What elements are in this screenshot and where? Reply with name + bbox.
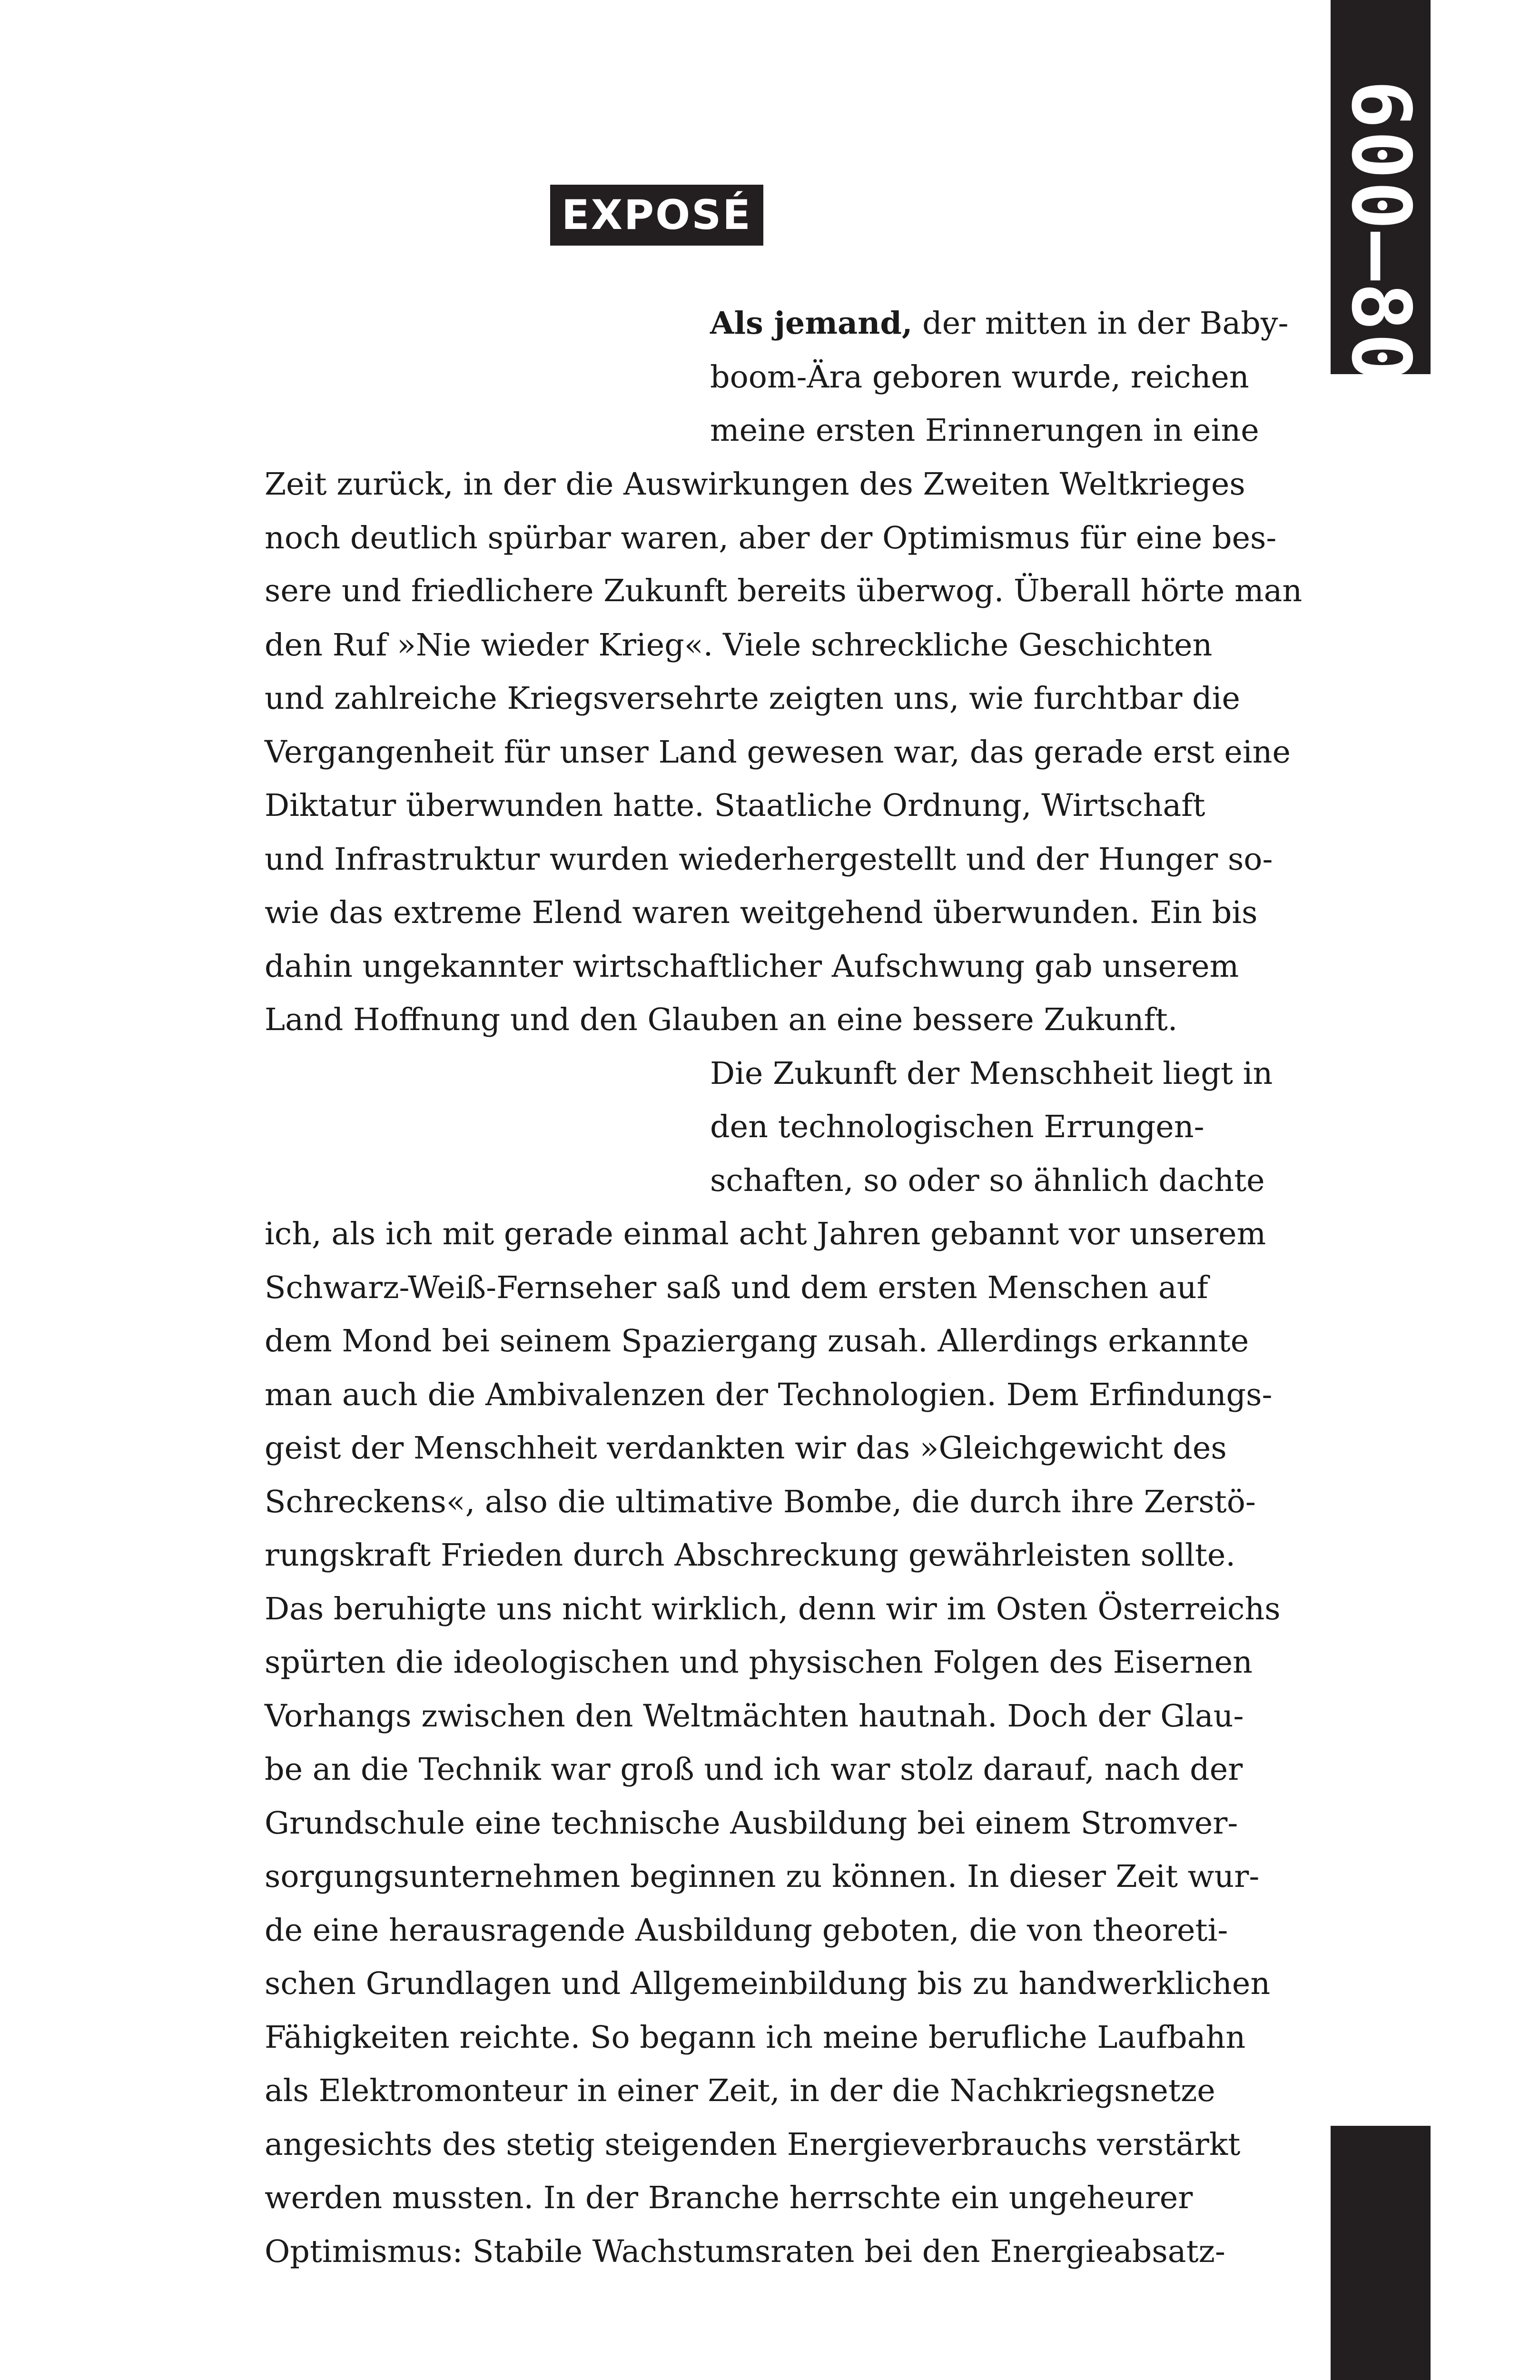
lead-in: Als jemand, (710, 305, 913, 341)
text-line: werden mussten. In der Branche herrschte ein ungeheurer (265, 2180, 1193, 2216)
text-line: Grundschule eine technische Ausbildung bei einem Stromver- (265, 1805, 1238, 1841)
text-line: noch deutlich spürbar waren, aber der Optimismus für eine bes- (265, 520, 1277, 556)
text-line: boom-Ära geboren wurde, reichen (710, 359, 1249, 395)
text-line: den Ruf »Nie wieder Krieg«. Viele schreckliche Geschichten (265, 627, 1213, 663)
text-line: de eine herausragende Ausbildung geboten, die von theoreti- (265, 1913, 1228, 1948)
text-line: Diktatur überwunden hatte. Staatliche Ordnung, Wirtschaft (265, 788, 1205, 823)
text-line: schen Grundlagen und Allgemeinbildung bis zu handwerklichen (265, 1966, 1271, 2002)
text-line: Vorhangs zwischen den Weltmächten hautnah. Doch der Glau- (265, 1698, 1244, 1734)
text-line: meine ersten Erinnerungen in eine (710, 413, 1259, 448)
text-line: man auch die Ambivalenzen der Technologien. Dem Erfindungs- (265, 1377, 1273, 1413)
text-line: sere und friedlichere Zukunft bereits überwog. Überall hörte man (265, 573, 1303, 609)
text-line: Das beruhigte uns nicht wirklich, denn wir im Osten Österreichs (265, 1591, 1281, 1627)
text-line: Die Zukunft der Menschheit liegt in (710, 1056, 1273, 1091)
text-line: als Elektromonteur in einer Zeit, in der die Nachkriegsnetze (265, 2073, 1215, 2109)
text-line: wie das extreme Elend waren weitgehend überwunden. Ein bis (265, 895, 1258, 931)
text-line: spürten die ideologischen und physischen Folgen des Eisernen (265, 1645, 1253, 1680)
text-line: ich, als ich mit gerade einmal acht Jahren gebannt vor unserem (265, 1216, 1266, 1252)
text-line: dahin ungekannter wirtschaftlicher Aufschwung gab unserem (265, 949, 1239, 984)
chapter-range-label: 600–800 (1333, 79, 1428, 435)
text-line: Zeit zurück, in der die Auswirkungen des Zweiten Weltkrieges (265, 466, 1245, 502)
section-label: EXPOSÉ (550, 185, 763, 246)
text-line: den technologischen Errungen- (710, 1109, 1204, 1145)
text-line: geist der Menschheit verdankten wir das »Gleichgewicht des (265, 1430, 1227, 1466)
text-line: be an die Technik war groß und ich war stolz darauf, nach der (265, 1752, 1243, 1787)
text-line: Schwarz-Weiß-Fernseher saß und dem ersten Menschen auf (265, 1270, 1208, 1306)
text-line: und zahlreiche Kriegsversehrte zeigten uns, wie furchtbar die (265, 681, 1241, 716)
text-line: und Infrastruktur wurden wiederhergestellt und der Hunger so- (265, 842, 1273, 877)
text-line: rungskraft Frieden durch Abschreckung gewährleisten sollte. (265, 1537, 1236, 1573)
text-line: sorgungsunternehmen beginnen zu können. In dieser Zeit wur- (265, 1859, 1260, 1894)
text-line: schaften, so oder so ähnlich dachte (710, 1163, 1265, 1199)
text-line: angesichts des stetig steigenden Energieverbrauchs verstärkt (265, 2127, 1241, 2162)
text-line: Schreckens«, also die ultimative Bombe, die durch ihre Zerstö- (265, 1484, 1256, 1520)
text-line: Als jemand, der mitten in der Baby- (710, 305, 1289, 341)
page-edge-bar (1331, 2126, 1431, 2380)
text-line: Land Hoffnung und den Glauben an eine bessere Zukunft. (265, 1002, 1178, 1038)
text-line: Fähigkeiten reichte. So begann ich meine berufliche Laufbahn (265, 2020, 1246, 2055)
text-line: dem Mond bei seinem Spaziergang zusah. Allerdings erkannte (265, 1323, 1249, 1359)
text-line: Vergangenheit für unser Land gewesen war, das gerade erst eine (265, 734, 1291, 770)
text-line: Optimismus: Stabile Wachstumsraten bei den Energieabsatz- (265, 2234, 1225, 2270)
